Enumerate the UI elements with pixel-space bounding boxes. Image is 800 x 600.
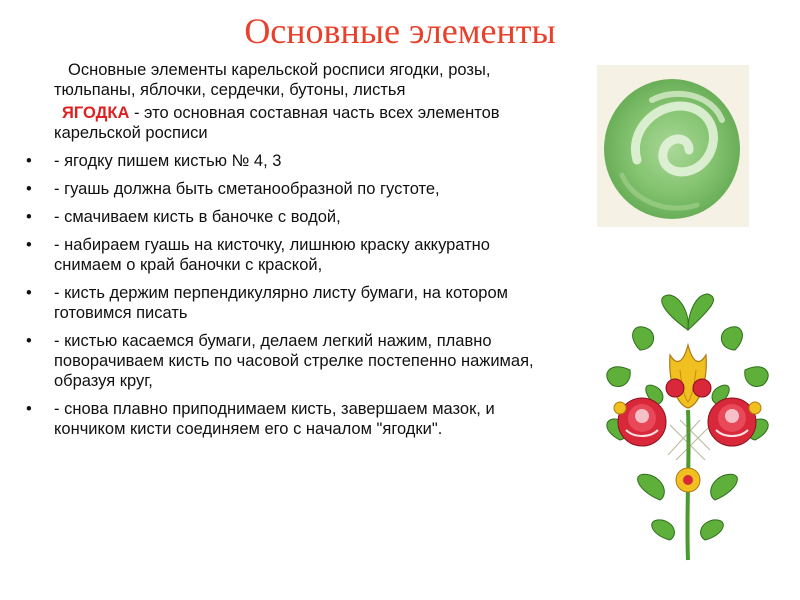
list-item-text: - снова плавно приподнимаем кисть, завершаем мазок, и кончиком кисти соединяем его с началом "ягодки". (54, 400, 495, 438)
bullet: • (26, 400, 32, 418)
list-item (20, 207, 540, 227)
list-item-text: - гуашь должна быть сметанообразной по густоте, (54, 180, 440, 198)
intro-text: Основные элементы карельской росписи ягодки, розы, тюльпаны, яблочки, сердечки, бутоны, листья (54, 61, 491, 99)
bullet: • (26, 180, 32, 198)
bullet: • (26, 284, 32, 302)
definition (20, 103, 540, 143)
ornament-image (600, 290, 775, 568)
list-item (20, 399, 540, 439)
definition-keyword: ЯГОДКА (62, 104, 130, 122)
bullet: • (26, 236, 32, 254)
list-item (20, 151, 540, 171)
list-item-text: - кистью касаемся бумаги, делаем легкий нажим, плавно поворачиваем кисть по часовой стрелке постепенно нажимая, образуя круг, (54, 332, 534, 390)
bullet: • (26, 152, 32, 170)
list-item (20, 179, 540, 199)
list-item-text: - кисть держим перпендикулярно листу бумаги, на котором готовимся писать (54, 284, 509, 322)
slide-body (20, 62, 540, 439)
list-item (20, 283, 540, 323)
list-item-text: - набираем гуашь на кисточку, лишнюю краску аккуратно снимаем о край баночки с краской, (54, 236, 490, 274)
bullet: • (26, 332, 32, 350)
list-item-text: - ягодку пишем кистью № 4, 3 (54, 152, 282, 170)
list-item (20, 235, 540, 275)
definition-text: - это основная составная часть всех элементов карельской росписи (54, 104, 500, 142)
list-item-text: - смачиваем кисть в баночке с водой, (54, 208, 341, 226)
bullet: • (26, 208, 32, 226)
berry-image (597, 65, 749, 227)
steps-list (20, 151, 540, 439)
slide-title: Основные элементы (244, 11, 556, 51)
list-item (20, 331, 540, 391)
